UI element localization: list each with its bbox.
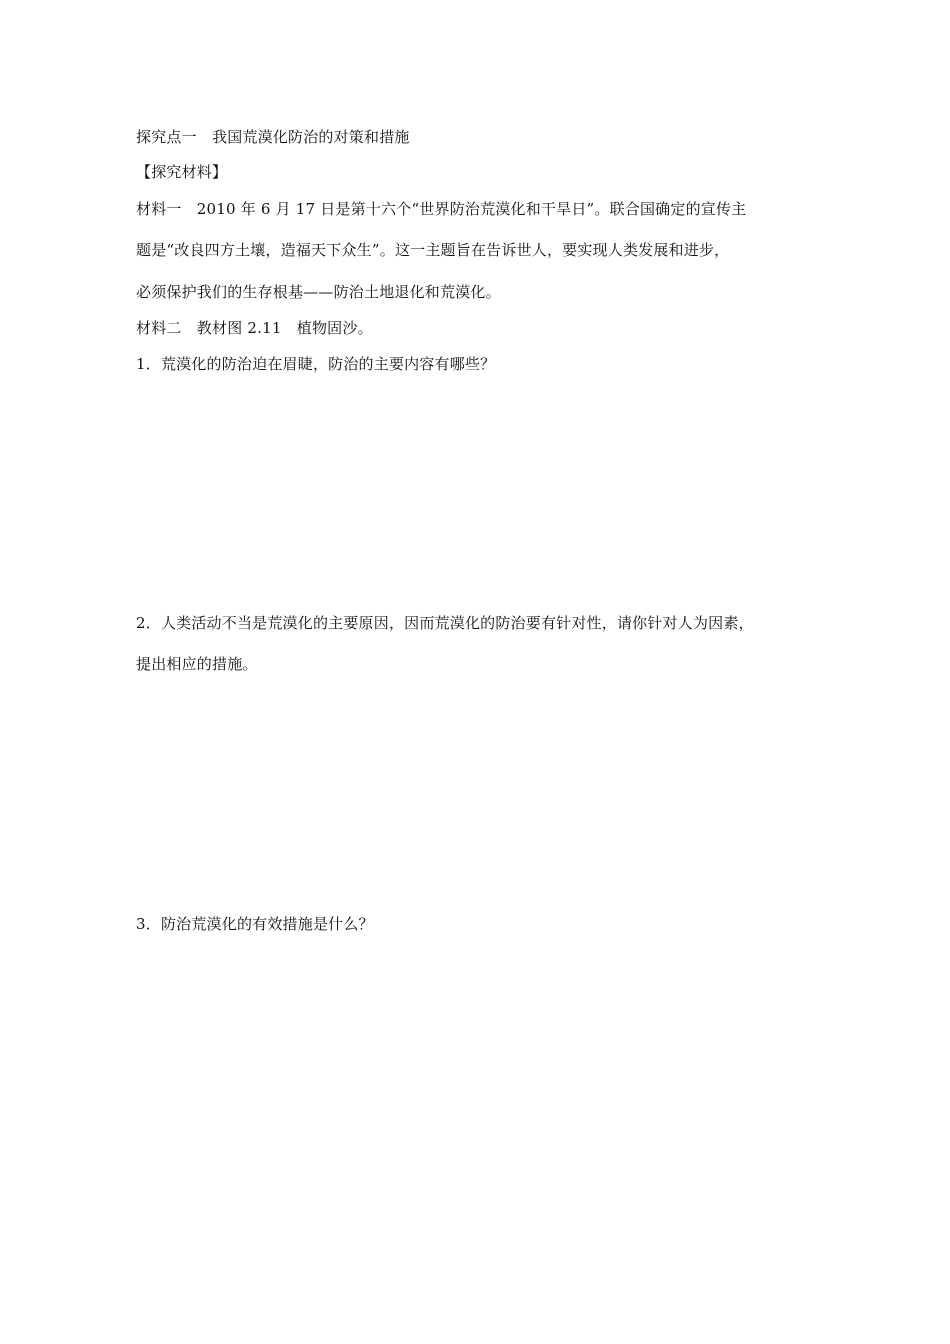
- material-two: 材料二 教材图 2.11 植物固沙。: [136, 319, 373, 337]
- question-3: 3．防治荒漠化的有效措施是什么？: [136, 915, 374, 933]
- material-one-line-3: 必须保护我们的生存根基——防治土地退化和荒漠化。: [136, 283, 501, 301]
- question-2-line-1: 2．人类活动不当是荒漠化的主要原因，因而荒漠化的防治要有针对性，请你针对人为因素，: [136, 614, 754, 632]
- question-1: 1．荒漠化的防治迫在眉睫，防治的主要内容有哪些？: [136, 355, 496, 373]
- question-2-line-2: 提出相应的措施。: [136, 655, 258, 673]
- section-title: 探究点一 我国荒漠化防治的对策和措施: [136, 128, 410, 146]
- material-one-line-2: 题是“改良四方土壤，造福天下众生”。这一主题旨在告诉世人，要实现人类发展和进步，: [136, 241, 730, 259]
- material-one-line-1: 材料一 2010 年 6 月 17 日是第十六个“世界防治荒漠化和干旱日”。联合国确定的宣传主: [136, 200, 747, 218]
- material-header: 【探究材料】: [136, 163, 228, 181]
